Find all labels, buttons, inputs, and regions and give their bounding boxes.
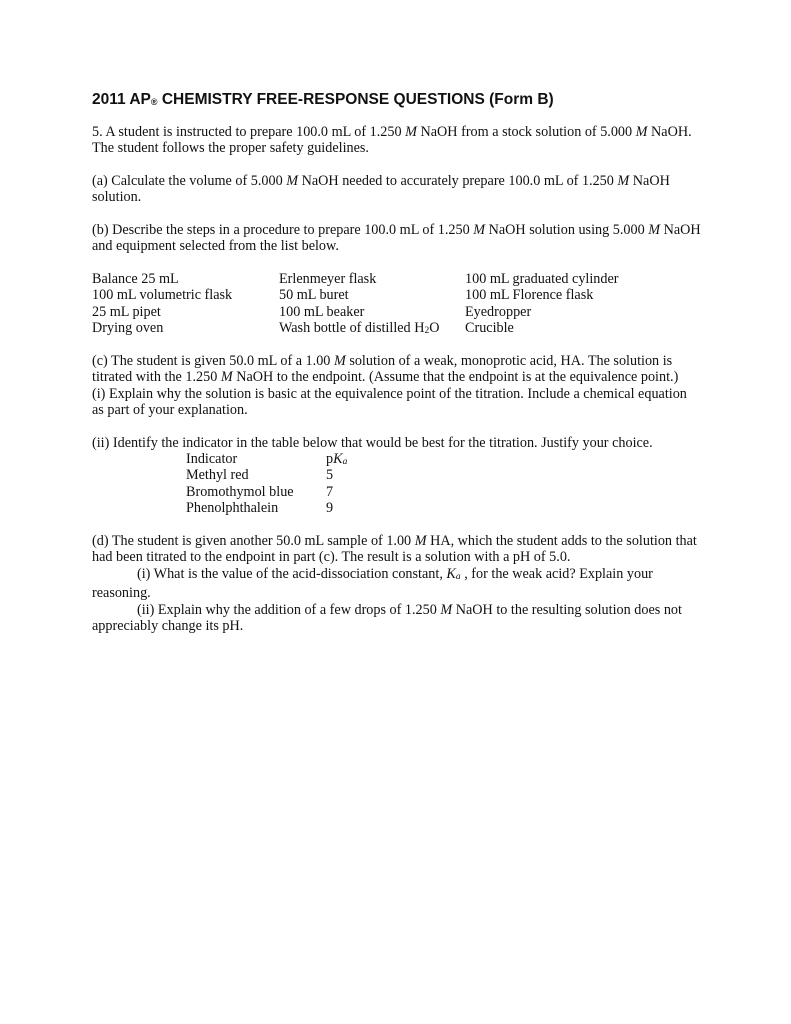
d-i-text-1: (i) What is the value of the acid-dissociation constant, [137, 565, 447, 582]
equipment-item: 100 mL volumetric flask [92, 287, 233, 304]
indicator-table-header [186, 451, 347, 467]
q5-molar-2: M [635, 124, 648, 140]
indicator-name: Phenolphthalein [186, 500, 279, 517]
equipment-item: Crucible [465, 320, 514, 337]
d-ii-text-2: NaOH to the resulting solution does not appreciably change its pH. [92, 601, 682, 635]
pka-p: p [326, 451, 334, 467]
part-c [92, 353, 702, 419]
d-text-2: HA, which the student adds to the solution that had been titrated to the endpoint in part (c). The result is a solution with a pH of 5.0. [92, 533, 697, 566]
b-molar-2: M [648, 222, 661, 238]
page-title [92, 92, 554, 110]
b-molar-1: M [473, 222, 486, 238]
indicator-header: Indicator [186, 451, 238, 467]
d-ii-text-1: (ii) Explain why the addition of a few drops of 1.250 [137, 601, 441, 618]
equipment-list [92, 271, 619, 337]
title-main: 2011 AP [92, 91, 151, 108]
q5-text-1: 5. A student is instructed to prepare 100.0 mL of 1.250 [92, 124, 406, 140]
indicator-name: Bromothymol blue [186, 483, 294, 500]
equipment-item: Eyedropper [465, 303, 532, 320]
part-c-i: (i) Explain why the solution is basic at the equivalence point of the titration. Include a chemical equation as part of your explanation. [92, 385, 687, 419]
wash-bottle-text: Wash bottle of distilled H [279, 320, 425, 337]
a-text-2: NaOH needed to accurately prepare 100.0 mL of 1.250 [298, 173, 618, 189]
a-text-1: (a) Calculate the volume of 5.000 [92, 173, 287, 189]
question-5-intro [92, 124, 702, 157]
part-a [92, 173, 702, 206]
equipment-item: 100 mL Florence flask [465, 287, 594, 304]
b-text-1: (b) Describe the steps in a procedure to prepare 100.0 mL of 1.250 [92, 222, 474, 238]
pka-subscript: a [342, 457, 348, 467]
pka-k: K [333, 451, 343, 467]
q5-molar-1: M [405, 124, 417, 140]
indicator-pka: 5 [326, 467, 334, 484]
b-text-3: NaOH and equipment selected from the list below. [92, 222, 701, 255]
equipment-item: 50 mL buret [279, 287, 349, 304]
equipment-row [92, 287, 619, 303]
registered-mark: ® [150, 97, 158, 107]
d-text-1: (d) The student is given another 50.0 mL sample of 1.00 [92, 533, 415, 549]
indicator-name: Methyl red [186, 467, 249, 484]
indicator-row [186, 500, 347, 516]
pka-header [326, 451, 347, 467]
ka-symbol: K [446, 565, 456, 582]
equipment-item-wash-bottle [279, 320, 465, 336]
c-molar-2: M [220, 369, 233, 386]
equipment-row [92, 304, 619, 320]
indicator-row [186, 484, 347, 500]
equipment-item: 25 mL pipet [92, 303, 161, 320]
a-text-3: NaOH solution. [92, 173, 670, 206]
a-molar-2: M [617, 173, 630, 189]
indicator-pka: 7 [326, 483, 334, 500]
indicator-table [186, 451, 347, 517]
b-text-2: NaOH solution using 5.000 [485, 222, 649, 238]
equipment-item: Drying oven [92, 320, 164, 337]
equipment-item: Balance 25 mL [92, 271, 179, 287]
part-d [92, 533, 702, 634]
title-rest: CHEMISTRY FREE-RESPONSE QUESTIONS (Form B) [157, 91, 554, 108]
part-d-i [92, 566, 653, 601]
indicator-row [186, 467, 347, 483]
a-molar-1: M [286, 173, 299, 189]
wash-bottle-tail: O [429, 320, 440, 337]
c-text-3: NaOH to the endpoint. (Assume that the endpoint is at the equivalence point.) [232, 369, 679, 386]
equipment-row [92, 320, 619, 336]
wash-bottle-subscript: 2 [424, 326, 430, 337]
ka-subscript: a [455, 571, 461, 582]
c-text-2: solution of a weak, monoprotic acid, HA. The solution is titrated with the 1.250 [92, 353, 673, 386]
d-ii-molar: M [440, 601, 453, 618]
d-i-text-2: , for the weak acid? Explain your reasoning. [92, 565, 653, 602]
d-molar-1: M [414, 533, 427, 549]
equipment-item: 100 mL graduated cylinder [465, 271, 619, 287]
equipment-row [92, 271, 619, 287]
c-molar-1: M [333, 353, 346, 369]
part-d-ii [92, 602, 682, 634]
c-text-1: (c) The student is given 50.0 mL of a 1.00 [92, 353, 334, 369]
equipment-item: Erlenmeyer flask [279, 271, 377, 287]
q5-text-2: NaOH from a stock solution of 5.000 [416, 124, 636, 140]
equipment-item: 100 mL beaker [279, 303, 365, 320]
q5-text-3: NaOH. The student follows the proper safety guidelines. [92, 124, 692, 157]
part-b [92, 222, 702, 255]
indicator-pka: 9 [326, 500, 334, 517]
part-c-ii: (ii) Identify the indicator in the table below that would be best for the titration. Justify your choice. [92, 435, 653, 451]
